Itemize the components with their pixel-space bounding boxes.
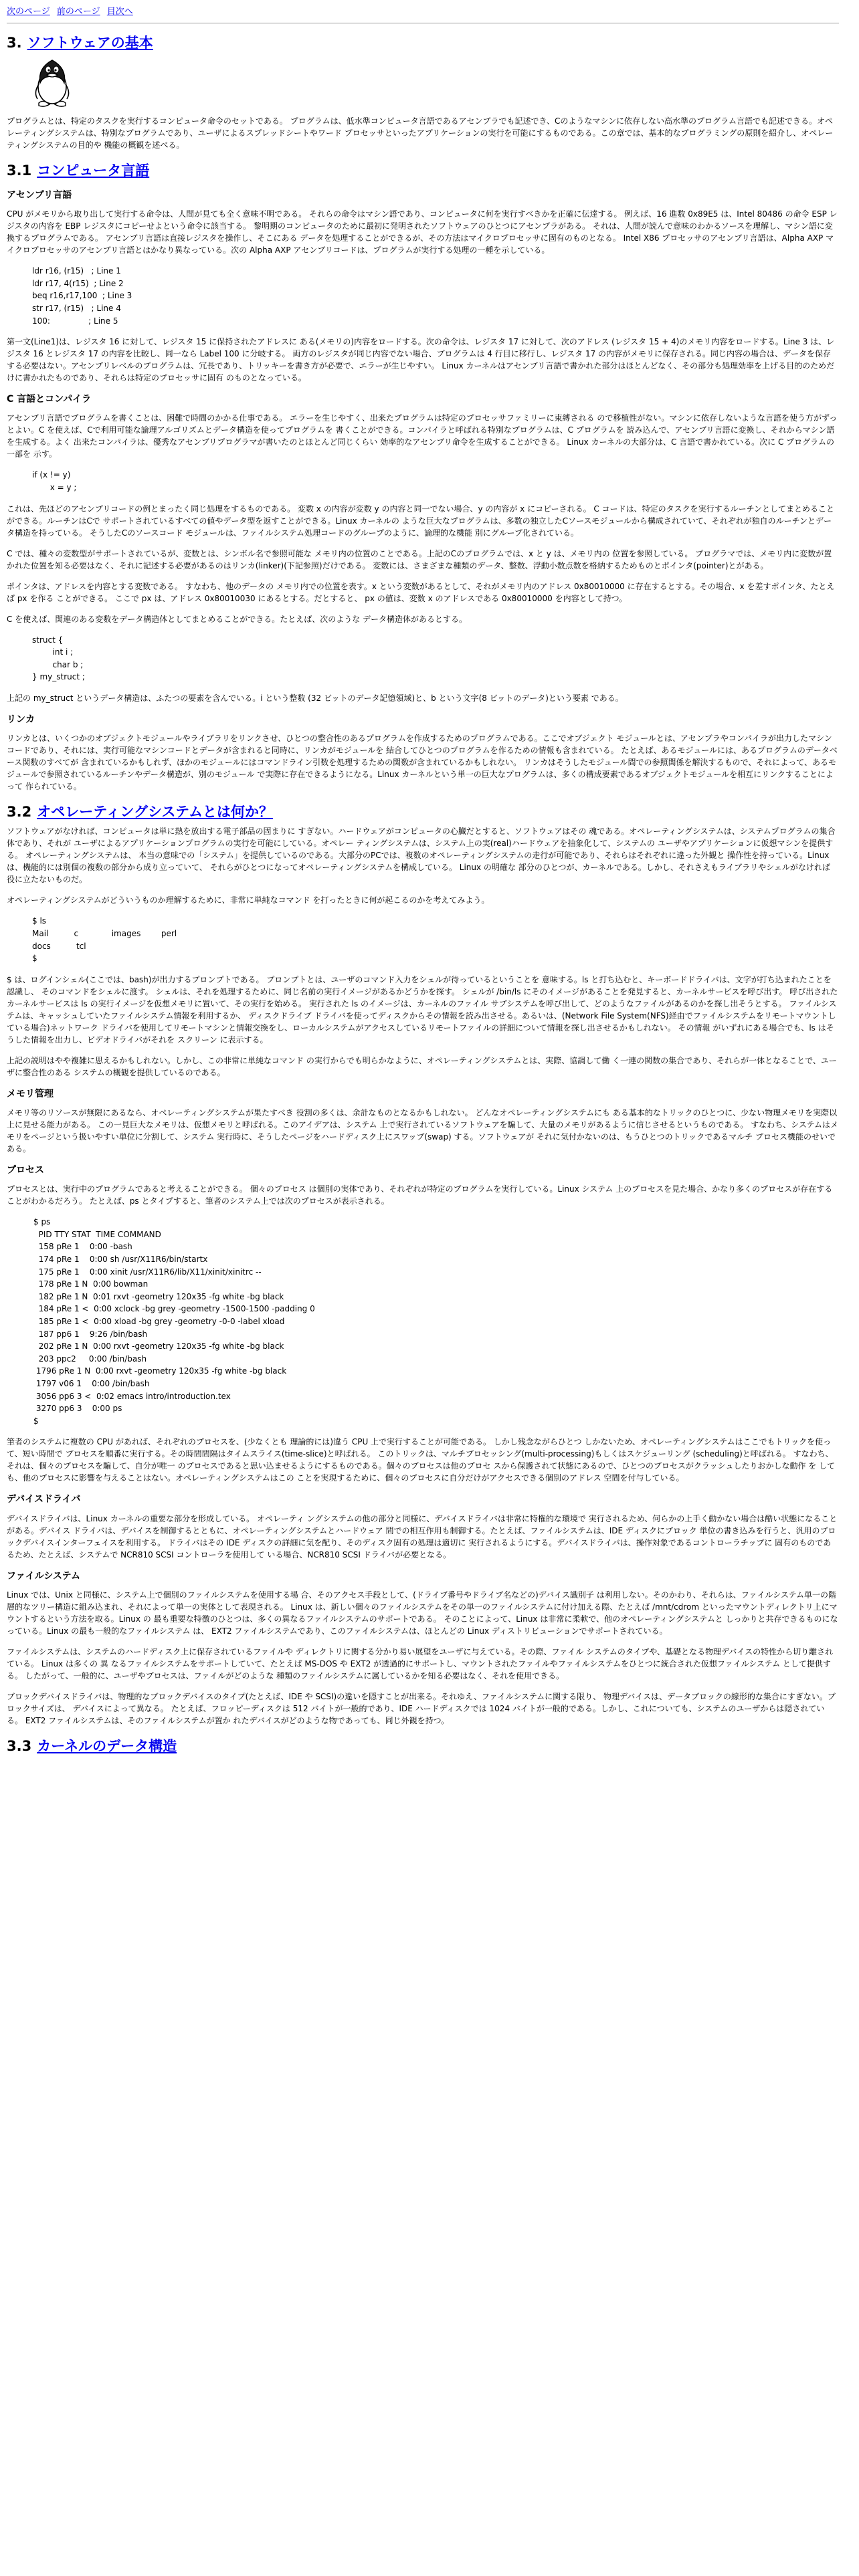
c-paragraph-2: これは、先ほどのアセンブリコードの例とまったく同じ処理をするものである。 変数 x の内容が変数 y の内容と同一でない場合、y の内容が x にコピーされる。 C コードは、特定のタスクを実行するルーチンとしてまとめることができる。ルーチンはCで サポートされているすべての値やデータ型を返すことができる。Linux カーネルの ような巨大なプログラムは、多数の独立したCソースモジュールから構成されていて、それぞれが独自のルーチンとデータ構造を持っている。 そうしたCのソースコード モジュールは、ファイルシステム処理コードのグループのように、論理的な機能 別にグループ化されている。 (7, 504, 835, 538)
assembly-paragraph-1: CPU がメモリから取り出して実行する命令は、人間が見ても全く意味不明である。 それらの命令はマシン語であり、コンピュータに何を実行すべきかを正確に伝達する。 例えば、16 進数 0x89E5 は、Intel 80486 の命令 ESP レジスタの内容を EBP レジスタにコピーせよという命令に該当する。 黎明期のコンピュータのために最初に発明されたソフトウェアのひとつにアセンブラがある。 それは、人間が読んで意味のわかるソースを理解し、マシン語に変換するプログラムである。 アセンブリ言語は直接レジスタを操作し、そこにある データを処理することができるが、その方法はマイクロプロセッサに固有のものとなる。 Intel X86 プロセッサのアセンブリ言語は、Alpha AXP マイクロプロセッサのアセンブリ言語とはかなり異なっている。次の Alpha AXP アセンブリコードは、プログラムが実行する処理の一種を示している。 (7, 209, 838, 255)
c-paragraph-3: C では、種々の変数型がサポートされているが、変数とは、シンボル名で参照可能な メモリ内の位置のことである。上記のCのプログラムでは、x と y は、メモリ内の 位置を参照している。 プログラマでは、メモリ内に変数が置かれた位置を知る必要はなく、それに記述する必要があるのはリンカ(linker)(下記参照)だけである。 変数には、さまざまな種類のデータ、整数、浮動小数点数を格納するためものとポインタ(pointer)とがある。 (7, 548, 832, 570)
section-3-3-number: 3.3 (7, 1737, 32, 1754)
c-paragraph-6: 上記の my_struct というデータ構造は、ふたつの要素を含んでいる。i という整数 (32 ビットのデータ記憶領域)と、b という文字(8 ビットのデータ)という要素 である。 (7, 693, 624, 703)
ps-code-block: $ ps PID TTY STAT TIME COMMAND 158 pRe 1 0:00 -bash 174 pRe 1 0:00 sh /usr/X11R6/bin/startx 175 pRe 1 0:00 xinit /usr/X11R6/lib/X11/xinit/xinitrc -- 178 pRe 1 N 0:00 bowman 182 pRe 1 N 0:01 rxvt -geometry 120x35 -fg white -bg black 184 pRe 1 < 0:00 xclock -bg grey -geometry -1500-1500 -padding 0 185 pRe 1 < 0:00 xload -bg grey -geometry -0-0 -label xload 187 pp6 1 9:26 /bin/bash 202 pRe 1 N 0:00 rxvt -geometry 120x35 -fg white -bg black 203 ppc2 0:00 /bin/bash 1796 pRe 1 N 0:00 rxvt -geometry 120x35 -fg white -bg black 1797 v06 1 0:00 /bin/bash 3056 pp6 3 < 0:02 emacs intro/introduction.tex 3270 pp6 3 0:00 ps $ (33, 1217, 315, 1426)
toc-link[interactable]: 目次へ (106, 7, 133, 17)
process-paragraph-2: 筆者のシステムに複数の CPU があれば、それぞれのプロセスを、(少なくとも 理論的には)違う CPU 上で実行することが可能である。 しかし残念ながらひとつ しかないため、オペレーティングシステムはここでもトリックを使って、短い時間で プロセスを順番に実行する。その時間間隔はタイムスライス(time-slice)と呼ばれる。 このトリックは、マルチプロセッシング(multi-processing)もしくはスケジューリング (scheduling)と呼ばれる。 すなわち、それは、個々のプロセスを騙して、自分が唯一 のプロセスであると思い込ませるようにするものである。個々のプロセスは他のプロセ スから保護されて状態にあるので、ひとつのプロセスがクラッシュしたりおかしな動作 を しても、他のプロセスに影響を与えることはない。オペレーティングシステムはこの ことを実現するために、個々のプロセスに自分だけがアクセスできる個別のアドレス 空間を付与している。 (7, 1437, 836, 1483)
chapter-title (7, 34, 839, 52)
section-3-3-link[interactable]: カーネルのデータ構造 (37, 1737, 177, 1754)
os-paragraph-1: ソフトウェアがなければ、コンピュータは単に熱を放出する電子部品の固まりに すぎない。ハードウェアがコンピュータの心臓だとすると、ソフトウェアはその 魂である。オペレーティングシステムは、システムプログラムの集合体であり、それが ユーザによるアプリケーションプログラムの実行を可能にしている。オペレー ティングシステムは、システム上の実(real)ハードウェアを抽象化して、システムの ユーザやアプリケーションに仮想マシンを提供する。 オペレーティングシステムは、 本当の意味での「システム」を提供しているのである。大部分のPCでは、複数のオペレーティングシステムの走行が可能であり、それらはそれぞれに違った外観と 操作性を持っている。Linux は、機能的には別個の複数の部分から成り立っていて、 それらがひとつになってオペレーティングシステムを構成している。 Linux の明確な 部分のひとつが、カーネルである。しかし、それさえもライブラリやシェルがなければ 役に立たないものだ。 (7, 827, 836, 885)
c-code-block-2: struct { int i ; char b ; } my_struct ; (32, 635, 85, 682)
section-3-1-title (7, 162, 839, 180)
filesystem-paragraph-3: ブロックデバイスドライバは、物理的なブロックデバイスのタイプ(たとえば、IDE や SCSI)の違いを隠すことが出来る。それゆえ、ファイルシステムに関する限り、 物理デバイスは、データブロックの線形的な集合にすぎない。ブロックサイズは、 デバイスによって異なる。 たとえば、フロッピーディスクは 512 バイトが一般的であり、IDE ハードディスクでは 1024 バイトが一般的である。しかし、これについても、システムのユーザからは隠されている。 EXT2 ファイルシステムは、そのファイルシステムが置か れたデバイスがどのような物であっても、同じ外観を持つ。 (7, 1691, 836, 1725)
chapter-title-link[interactable]: ソフトウェアの基本 (27, 34, 153, 51)
chapter-number: 3. (7, 34, 22, 51)
linker-heading: リンカ (7, 714, 35, 725)
top-navigation (7, 5, 839, 19)
c-code-block-1: if (x != y) x = y ; (32, 470, 77, 493)
filesystem-paragraph-1: Linux では、Unix と同様に、システム上で個別のファイルシステムを使用する場 合、そのアクセス手段として、(ドライブ番号やドライブ名などの)デバイス識別子 は利用しない。そのかわり、それらは、ファイルシステム単一の階層的なツリー構造に組み込まれ、それによって単一の実体として表現される。 Linux は、新しい個々のファイルシステムをその単一のファイルシステムに付け加える際、たとえば /mnt/cdrom といったマウントディレクトリ上にマウントするという方法を取る。Linux の 最も重要な特徴のひとつは、多くの異なるファイルシステムのサポートである。 そのことによって、Linux は非常に柔軟で、他のオペレーティングシステムと しっかりと共存できるものになっている。Linux の最も一般的なファイルシステム は、 EXT2 ファイルシステムであり、このファイルシステムは、ほとんどの Linux ディストリビューションでサポートされている。 (7, 1590, 838, 1636)
memory-heading: メモリ管理 (7, 1088, 54, 1099)
section-3-2-link[interactable]: オペレーティングシステムとは何か？ (37, 804, 274, 821)
filesystem-heading: ファイルシステム (7, 1570, 80, 1582)
os-paragraph-2: オペレーティングシステムがどういうものか理解するために、非常に単純なコマンド を打ったときに何が起こるのかを考えてみよう。 (7, 895, 490, 905)
c-paragraph-1: アセンブリ言語でプログラムを書くことは、困難で時間のかかる仕事である。 エラーを生じやすく、出来たプログラムは特定のプロセッサファミリーに束縛される ので移植性がない。マシンに依存しないような言語を使う方がずっとよい。C を使えば、Cで利用可能な論理アルゴリズムとデータ構造を使ってプログラムを 書くことができる。コンパイラと呼ばれる特別なプログラムは、C プログラムを 読み込んで、アセンブリ言語に変換し、それからマシン語を生成する。よく 出来たコンパイラは、優秀なアセンブリプログラマが書いたのとほとんど同じくらい 効率的なアセンブリ命令を生成することができる。 Linux カーネルの大部分は、C 言語で書かれている。次に C プログラムの一部を 示す。 (7, 413, 838, 459)
os-paragraph-4: 上記の説明はやや複雑に思えるかもしれない。しかし、この非常に単純なコマンド の実行からでも明らかなように、オペレーティングシステムとは、実際、協調して働 く一連の関数の集合であり、それらが一体となることで、ユーザに整合性のある システムの概観を提供しているのである。 (7, 1055, 837, 1077)
next-page-link[interactable]: 前のページ (56, 7, 100, 17)
filesystem-paragraph-2: ファイルシステムは、システムのハードディスク上に保存されているファイルや ディレクトリに関する分かり易い展望をユーザに与えている。その際、ファイル システムのタイプや、基礎となる物理デバイスの特性から切り離されている。 Linux は多くの 異 なるファイルシステムをサポートしていて、たとえば MS-DOS や EXT2 が透過的にサポートし、マウントされたファイルやファイルシステムをひとつに統合された仮想ファイルシステム として提供する。 したがって、一般的に、ユーザやプロセスは、ファイルがどのような 種類のファイルシステムに属しているかを知る必要はなく、それを使用できる。 (7, 1646, 834, 1681)
linker-paragraph: リンカとは、いくつかのオブジェクトモジュールやライブラリをリンクさせ、ひとつの整合性のあるプログラムを作成するためのプログラムである。ここでオブジェクト モジュールとは、アセンブラやコンパイラが出力したマシンコードであり、それには、実行可能なマシンコードとデータが含まれると同時に、リンカがモジュールを 結合してひとつのプログラムを作るための情報も含まれている。 たとえば、あるモジュールには、あるプログラムのデータベース関数のすべてが 含まれているかもしれず、ほかのモジュールにはコマンドライン引数を処理するための関数が含まれているかもしれない。 リンカはそうしたモジュール間での参照関係を解決するもので、それによって、あるモジュールで参照されているルーチンやデータ構造が、別のモジュール で実際に存在できるようになる。Linux カーネルという単一の巨大なプログラムは、多くの構成要素であるオブジェクトモジュールを相互にリンクすることによって 作られている。 (7, 734, 838, 792)
assembly-code-block: ldr r16, (r15) ; Line 1 ldr r17, 4(r15) ; Line 2 beq r16,r17,100 ; Line 3 str r17, (r15) ; Line 4 100: ; Line 5 (32, 266, 132, 326)
memory-paragraph: メモリ等のリソースが無限にあるなら、オペレーティングシステムが果たすべき 役割の多くは、余計なものとなるかもしれない。 どんなオペレーティングシステムにも ある基本的なトリックのひとつに、少ない物理メモリを実際以上に見せる能力がある。 この一見巨大なメモリは、仮想メモリと呼ばれる。このアイデアは、システム 上で実行されているソフトウェアを騙して、大量のメモリがあるように信じさせるというものである。 すなわち、システムはメモリをページという扱いやすい単位に分割して、システム 実行時に、そうしたページをハードディスク上にスワップ(swap) する。ソフトウェアが それに気付かないのは、もうひとつのトリックであるマルチ プロセス機能のせいである。 (7, 1108, 839, 1154)
c-paragraph-4: ポインタは、アドレスを内容とする変数である。 すなわち、他のデータの メモリ内での位置を表す。x という変数があるとして、それがメモリ内のアドレス 0x80010000 に存在するとする。その場合、x を差すポインタ、たとえば px を作る ことができる。 ここで px は、アドレス 0x80010030 にあるとする。だとすると、 px の値は、変数 x のアドレスである 0x80010000 を内容として持つ。 (7, 581, 835, 603)
prev-page-link[interactable]: 次のページ (7, 7, 50, 17)
assembly-paragraph-2: 第一文(Line1)は、レジスタ 16 に対して、レジスタ 15 に保持されたアドレスに ある(メモリの)内容をロードする。次の命令は、レジスタ 17 に対して、次のアドレス (レジスタ 15 + 4)のメモリ内容をロードする。Line 3 は、レジスタ 16 とレジスタ 17 の内容を比較し、同一なら Label 100 に分岐する。 両方のレジスタが同じ内容でない場合、プログラムは 4 行目に移行し、レジスタ 17 の内容がメモリに保存される。同じ内容の場合は、データを保存する必要はない。アセンブリレベルのプログラムは、冗長であり、トリッキーを書き方が必要で、エラーが生じやすい。 Linux カーネルはアセンブリ言語で書かれた部分はほとんどなく、その部分も処理効率を上げる目的のためだけに書かれたものであり、それらは特定のプロセッサに固有 のものとなっている。 (7, 337, 835, 383)
c-compiler-heading: C 言語とコンパイラ (7, 394, 92, 405)
tux-penguin-icon (31, 56, 74, 108)
device-driver-heading: デバイスドライバ (7, 1494, 81, 1505)
section-3-1-link[interactable]: コンピュータ言語 (37, 162, 150, 179)
ls-code-block: $ ls Mail c images perl docs tcl $ (32, 916, 177, 964)
section-3-1-number: 3.1 (7, 162, 32, 179)
section-3-2-title (7, 803, 839, 821)
process-heading: プロセス (7, 1165, 44, 1176)
c-paragraph-5: C を使えば、関連のある変数をデータ構造体としてまとめることができる。たとえば、次のような データ構造体があるとする。 (7, 614, 468, 624)
assembly-heading: アセンブリ言語 (7, 190, 72, 201)
section-3-3-title (7, 1737, 839, 1755)
section-3-2-number: 3.2 (7, 804, 32, 821)
chapter-intro: プログラムとは、特定のタスクを実行するコンピュータ命令のセットである。 プログラムは、低水準コンピュータ言語であるアセンブラでも記述でき、Cのようなマシンに依存しない高水準のプログラム言語でも記述できる。オペレーティングシステムは、特別なプログラムであり、ユーザによるスプレッドシートやワード プロセッサといったアプリケーションの実行を可能にするものである。この章では、基本的なプログラミングの原則を紹介し、オペレーティングシステムの目的や 機能の概観を述べる。 (7, 116, 834, 150)
device-driver-paragraph: デバイスドライバは、Linux カーネルの重要な部分を形成している。 オペレーティ ングシステムの他の部分と同様に、デバイスドライバは非常に特権的な環境で 実行されるため、何らかの上手く動かない場合は酷い状態になることがある。デバイス ドライバは、デバイスを制御するとともに、オペレーティングシステムとハードウェア 間での相互作用も制御する。たとえば、ファイルシステムは、IDE ディスクにブロック 単位の書き込みを行うと、汎用のブロックデバイスインターフェイスを利用する。 ドライバはその IDE ディスクの詳細に気を配り、そのディスク固有の処理は適切に 実行されるようにする。デバイスドライバは、操作対象であるコントローラチップに 固有のものであるため、たとえば、システムで NCR810 SCSI コントローラを使用して いる場合、NCR810 SCSI ドライバが必要となる。 (7, 1513, 838, 1560)
process-paragraph-1: プロセスとは、実行中のプログラムであると考えることができる。 個々のプロセス は個別の実体であり、それぞれが特定のプログラムを実行している。Linux システム 上のプロセスを見た場合、かなり多くのプロセスが存在することがわかるだろう。 たとえば、ps とタイプすると、筆者のシステム上では次のプロセスが表示される。 (7, 1184, 833, 1206)
os-paragraph-3: $ は、ログインシェル(ここでは、bash)が出力するプロンプトである。 プロンプトとは、ユーザのコマンド入力をシェルが待っているということを 意味する。ls と打ち込むと、キーボードドライバは、文字が打ち込まれたことを認識し、 そのコマンドをシェルに渡す。 シェルは、それを処理するために、同じ名前の実行イメージがあるかどうかを探す。 シェルが /bin/ls にそのイメージがあることを発見すると、カーネルサービスを呼び出す。 呼び出されたカーネルサービスは ls の実行イメージを仮想メモリに置いて、その実行を始める。 実行された ls のイメージは、カーネルのファイル サブシステムを呼び出して、どのようなファイルがあるのかを探し出そうとする。 ファイルシステムは、キャッシュしていたファイルシステム情報を利用するか、 ディスクドライブ ドライバを使ってディスクからその情報を読み出させる。あるいは、(Network File System(NFS)経由でファイルシステムをリモートマウントしている場合)ネットワーク ドライバを使用してリモートマシンと情報交換をし、ローカルシステムがアクセスしているリモートファイルの詳細について情報を探し出させるかもしれない。 その情報 がいずれにある場合でも、ls はそうした情報を出力し、ビデオドライバがそれを スクリーン に表示する。 (7, 974, 838, 1045)
